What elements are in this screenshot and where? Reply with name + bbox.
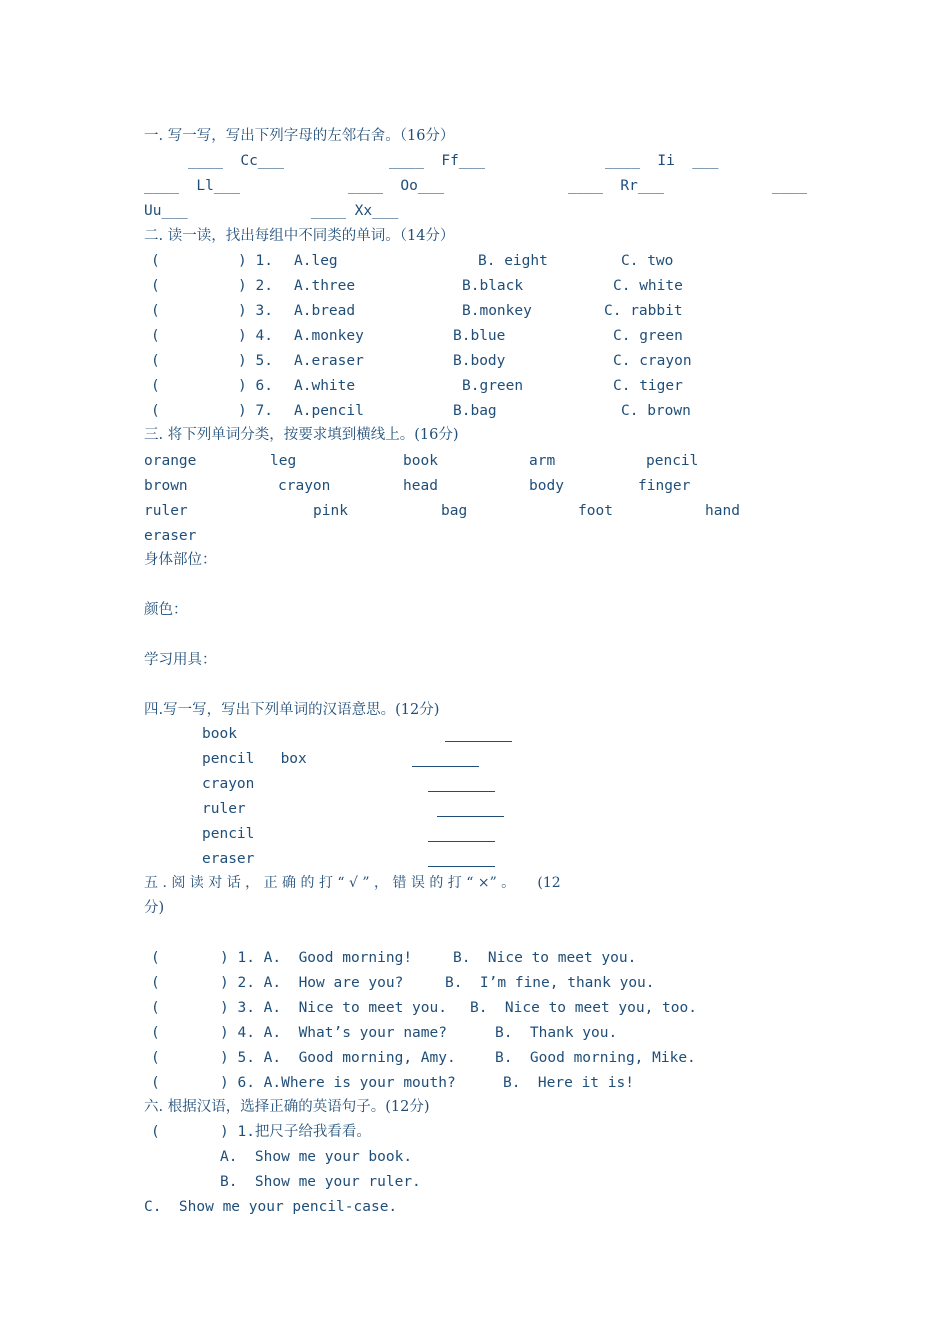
answer-paren: ( — [151, 1025, 160, 1041]
letter-blank-u: Uu___ — [144, 203, 188, 219]
answer-paren: ( — [151, 1050, 160, 1066]
word-pink: pink — [313, 503, 348, 519]
word-hand: hand — [705, 503, 740, 519]
answer-paren: ( — [151, 975, 160, 991]
word-book: book — [403, 453, 438, 469]
option-c: C. two — [621, 253, 674, 269]
answer-line[interactable] — [445, 741, 512, 742]
option-a: A.leg — [294, 253, 338, 269]
answer-paren: ( — [151, 328, 160, 344]
category-colors: 颜色： — [144, 602, 188, 618]
letter-blank-f: ____ Ff___ — [389, 153, 486, 169]
option-c: C. brown — [621, 403, 691, 419]
letter-blank-c: ____ Cc___ — [188, 153, 285, 169]
translate-word: pencil box — [202, 751, 307, 767]
option-a: A.pencil — [294, 403, 364, 419]
word-ruler: ruler — [144, 503, 188, 519]
dialogue-b: B. Here it is! — [503, 1075, 634, 1091]
word-eraser: eraser — [144, 528, 197, 544]
word-foot: foot — [578, 503, 613, 519]
option-c: C. tiger — [613, 378, 683, 394]
question-1: ) 1.把尺子给我看看。 — [220, 1124, 371, 1140]
word-head: head — [403, 478, 438, 494]
dialogue-b: B. Thank you. — [495, 1025, 618, 1041]
translate-word: book — [202, 726, 237, 742]
section-2-heading: 二. 读一读，找出每组中不同类的单词。（14分） — [144, 228, 455, 244]
word-bag: bag — [441, 503, 468, 519]
answer-paren: ( — [151, 278, 160, 294]
answer-paren: ( — [151, 353, 160, 369]
translate-word: ruler — [202, 801, 246, 817]
dialogue-a: ) 6. A.Where is your mouth? — [220, 1075, 456, 1091]
option-b: B. eight — [478, 253, 548, 269]
word-finger: finger — [638, 478, 691, 494]
section-5-heading: 五 . 阅 读 对 话 ， 正 确 的 打 “ √ ” ， 错 误 的 打 “ ×” 。 (12 — [144, 875, 561, 891]
dialogue-a: ) 5. A. Good morning, Amy. — [220, 1050, 456, 1066]
category-body-parts: 身体部位： — [144, 552, 217, 568]
section-4-heading: 四.写一写，写出下列单词的汉语意思。(12分) — [144, 702, 440, 718]
dialogue-a: ) 3. A. Nice to meet you. — [220, 1000, 447, 1016]
letter-blank-i: ____ Ii ___ — [605, 153, 719, 169]
option-c: C. white — [613, 278, 683, 294]
option-a: A.bread — [294, 303, 356, 319]
option-b: B.monkey — [462, 303, 532, 319]
answer-line[interactable] — [437, 816, 504, 817]
option-c: C. rabbit — [604, 303, 683, 319]
dialogue-a: ) 1. A. Good morning! — [220, 950, 413, 966]
word-arm: arm — [529, 453, 556, 469]
letter-blank-x: ____ Xx___ — [311, 203, 399, 219]
translate-word: eraser — [202, 851, 255, 867]
answer-line[interactable] — [428, 866, 495, 867]
option-a: A.three — [294, 278, 356, 294]
answer-paren: ( — [151, 950, 160, 966]
letter-blank-r: ____ Rr___ — [568, 178, 665, 194]
letter-blank-o: ____ Oo___ — [348, 178, 445, 194]
dialogue-a: ) 2. A. How are you? — [220, 975, 404, 991]
option-b: B. Show me your ruler. — [220, 1174, 421, 1190]
answer-line[interactable] — [412, 766, 479, 767]
question-number: ) 6. — [238, 378, 273, 394]
answer-paren: ( — [151, 1124, 160, 1140]
section-5-heading-cont: 分) — [144, 900, 165, 916]
option-a: A.white — [294, 378, 356, 394]
answer-paren: ( — [151, 1000, 160, 1016]
section-6-heading: 六. 根据汉语，选择正确的英语句子。(12分) — [144, 1099, 430, 1115]
answer-paren: ( — [151, 1075, 160, 1091]
word-leg: leg — [270, 453, 297, 469]
option-c: C. Show me your pencil-case. — [144, 1199, 398, 1215]
answer-line[interactable] — [428, 791, 495, 792]
category-school-supplies: 学习用具： — [144, 652, 217, 668]
section-3-heading: 三. 将下列单词分类，按要求填到横线上。(16分) — [144, 427, 459, 443]
word-brown: brown — [144, 478, 188, 494]
option-a: A.eraser — [294, 353, 364, 369]
letter-blank-l: ____ Ll___ — [144, 178, 241, 194]
question-number: ) 7. — [238, 403, 273, 419]
word-orange: orange — [144, 453, 197, 469]
option-b: B.black — [462, 278, 524, 294]
option-b: B.green — [462, 378, 524, 394]
dialogue-b: B. Good morning, Mike. — [495, 1050, 696, 1066]
option-b: B.blue — [453, 328, 506, 344]
answer-line[interactable] — [428, 841, 495, 842]
option-a: A. Show me your book. — [220, 1149, 413, 1165]
option-a: A.monkey — [294, 328, 364, 344]
answer-paren: ( — [151, 378, 160, 394]
section-1-heading: 一. 写一写，写出下列字母的左邻右舍。（16分） — [144, 128, 455, 144]
question-number: ) 1. — [238, 253, 273, 269]
answer-paren: ( — [151, 303, 160, 319]
question-number: ) 2. — [238, 278, 273, 294]
option-b: B.bag — [453, 403, 497, 419]
question-number: ) 5. — [238, 353, 273, 369]
dialogue-b: B. I’m fine, thank you. — [445, 975, 655, 991]
word-pencil: pencil — [646, 453, 699, 469]
letter-blank-u-prefix: ____ — [772, 178, 807, 194]
dialogue-b: B. Nice to meet you. — [453, 950, 637, 966]
question-number: ) 4. — [238, 328, 273, 344]
option-b: B.body — [453, 353, 506, 369]
option-c: C. crayon — [613, 353, 692, 369]
answer-paren: ( — [151, 403, 160, 419]
dialogue-a: ) 4. A. What’s your name? — [220, 1025, 447, 1041]
word-crayon: crayon — [278, 478, 331, 494]
answer-paren: ( — [151, 253, 160, 269]
translate-word: pencil — [202, 826, 255, 842]
translate-word: crayon — [202, 776, 255, 792]
question-number: ) 3. — [238, 303, 273, 319]
dialogue-b: B. Nice to meet you, too. — [470, 1000, 697, 1016]
option-c: C. green — [613, 328, 683, 344]
word-body: body — [529, 478, 564, 494]
